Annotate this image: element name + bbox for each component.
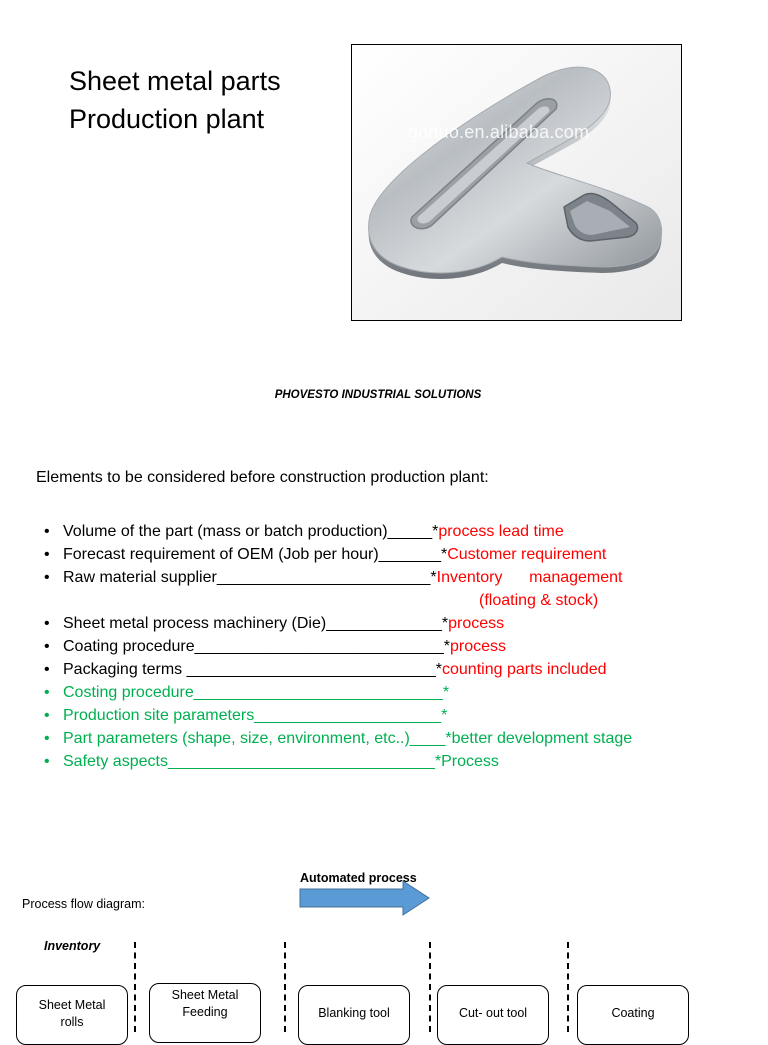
list-item: • Sheet metal process machinery (Die)_____________*process [44, 612, 744, 635]
bullet-icon: • [44, 661, 50, 678]
considerations-list [44, 520, 744, 773]
process-box-sheet-metal-rolls: Sheet Metal rolls [16, 985, 128, 1045]
bullet-icon: • [44, 707, 50, 724]
bullet-icon: • [44, 638, 50, 655]
list-item: • Costing procedure____________________________* [44, 681, 744, 704]
stage-divider [134, 942, 136, 1032]
list-item: • Production site parameters_____________________* [44, 704, 744, 727]
list-item: • Volume of the part (mass or batch production)_____*process lead time [44, 520, 744, 543]
arrow-right-icon [299, 880, 431, 916]
bullet-icon: • [44, 730, 50, 747]
intro-text: Elements to be considered before construction production plant: [36, 469, 489, 486]
list-item: • Safety aspects______________________________*Process [44, 750, 744, 773]
sheet-metal-part-image [352, 45, 681, 320]
automated-process-label: Automated process [300, 871, 417, 885]
process-box-coating: Coating [577, 985, 689, 1045]
stage-divider [567, 942, 569, 1032]
list-item-continuation: (floating & stock) [479, 592, 599, 609]
process-box-sheet-metal-feeding: Sheet Metal Feeding [149, 983, 261, 1043]
list-item: • Coating procedure____________________________*process [44, 635, 744, 658]
stage-divider [284, 942, 286, 1032]
stage-divider [429, 942, 431, 1032]
bullet-icon: • [44, 523, 50, 540]
page-title [69, 62, 281, 138]
bullet-icon: • [44, 615, 50, 632]
title-line-2: Production plant [69, 104, 265, 134]
product-photo [351, 44, 682, 321]
photo-watermark: gonuo.en.alibaba.com [408, 122, 590, 142]
list-item: • Raw material supplier________________________*Inventory management (floating & stock) [44, 566, 744, 612]
bullet-icon: • [44, 546, 50, 563]
process-box-cut-out-tool: Cut- out tool [437, 985, 549, 1045]
bullet-icon: • [44, 753, 50, 770]
process-flow-label: Process flow diagram: [22, 897, 145, 911]
inventory-label: Inventory [44, 939, 101, 953]
company-name: PHOVESTO INDUSTRIAL SOLUTIONS [274, 389, 482, 401]
list-item: • Forecast requirement of OEM (Job per hour)_______*Customer requirement [44, 543, 744, 566]
bullet-icon: • [44, 684, 50, 701]
title-line-1: Sheet metal parts [69, 66, 281, 96]
list-item: • Part parameters (shape, size, environment, etc..)____*better development stage [44, 727, 744, 750]
bullet-icon: • [44, 569, 50, 586]
process-box-blanking-tool: Blanking tool [298, 985, 410, 1045]
list-item: • Packaging terms ____________________________*counting parts included [44, 658, 744, 681]
